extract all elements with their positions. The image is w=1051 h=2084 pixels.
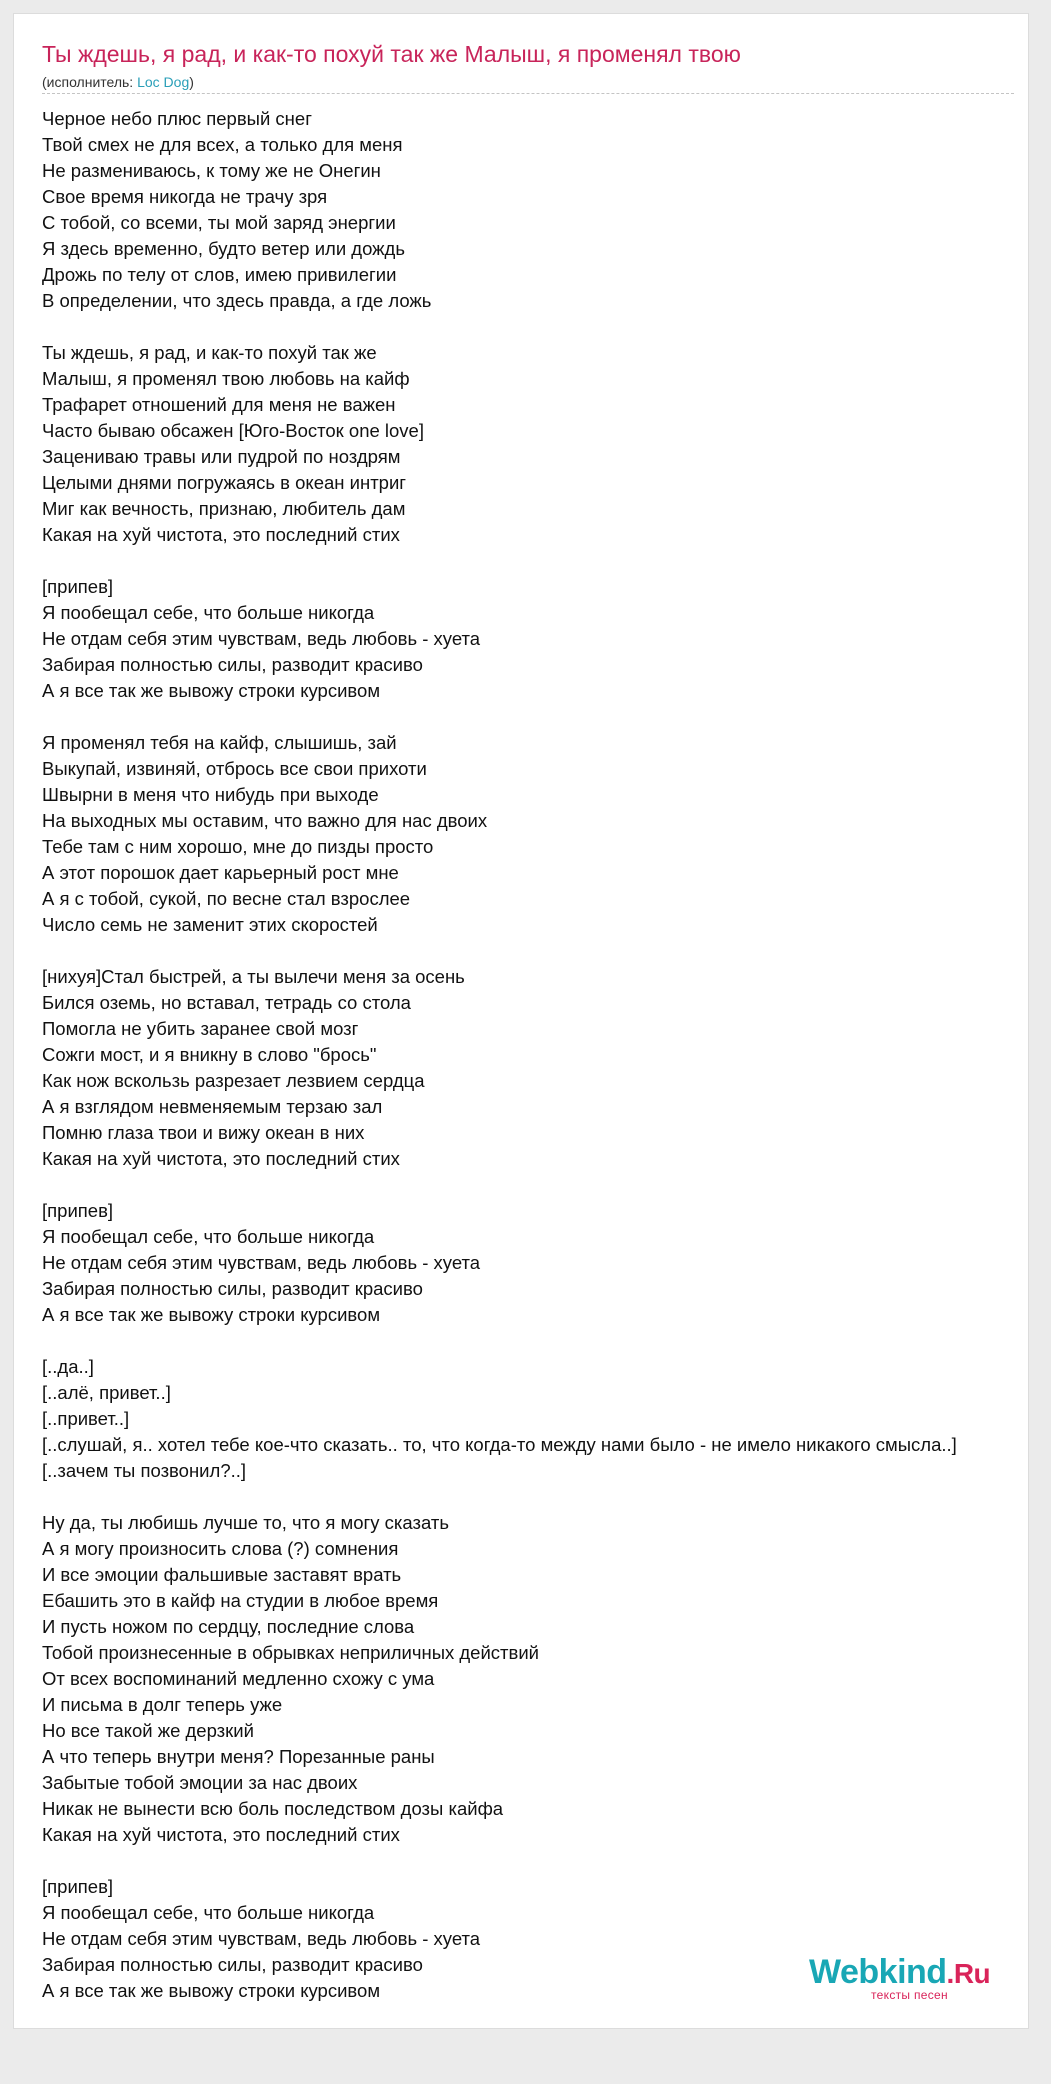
- lyric-line: Помогла не убить заранее свой мозг: [42, 1018, 359, 1039]
- lyric-line: Часто бываю обсажен [Юго-Восток one love]: [42, 420, 424, 441]
- lyric-line: Черное небо плюс первый снег: [42, 108, 312, 129]
- artist-link[interactable]: Loc Dog: [137, 74, 190, 90]
- lyric-line: Как нож вскользь разрезает лезвием сердца: [42, 1070, 425, 1091]
- lyric-line: Никак не вынести всю боль последством дозы кайфа: [42, 1798, 504, 1819]
- lyric-line: Дрожь по телу от слов, имею привилегии: [42, 264, 397, 285]
- lyric-line: Трафарет отношений для меня не важен: [42, 394, 396, 415]
- lyric-line: Я пообещал себе, что больше никогда: [42, 1902, 375, 1923]
- lyric-line: И письма в долг теперь уже: [42, 1694, 283, 1715]
- lyric-blank-line: [42, 1484, 1029, 1510]
- lyric-line: И пусть ножом по сердцу, последние слова: [42, 1616, 415, 1637]
- lyric-line: А этот порошок дает карьерный рост мне: [42, 862, 399, 883]
- logo-wordmark: [809, 1953, 990, 1993]
- lyric-line: А я могу произносить слова (?) сомнения: [42, 1538, 399, 1559]
- lyric-line: [припев]: [42, 1200, 114, 1221]
- lyric-blank-line: [42, 548, 1029, 574]
- lyric-line: Число семь не заменит этих скоростей: [42, 914, 378, 935]
- lyric-line: Твой смех не для всех, а только для меня: [42, 134, 403, 155]
- lyric-blank-line: [42, 1328, 1029, 1354]
- lyric-line: [припев]: [42, 1876, 114, 1897]
- lyric-line: [..да..]: [42, 1356, 94, 1377]
- lyric-line: Я променял тебя на кайф, слышишь, зай: [42, 732, 397, 753]
- lyric-line: Помню глаза твои и вижу океан в них: [42, 1122, 365, 1143]
- lyric-line: Ебашить это в кайф на студии в любое время: [42, 1590, 439, 1611]
- lyric-blank-line: [42, 1848, 1029, 1874]
- lyric-line: С тобой, со всеми, ты мой заряд энергии: [42, 212, 396, 233]
- lyrics-card: [13, 13, 1029, 2029]
- lyric-line: Не отдам себя этим чувствам, ведь любовь - хуета: [42, 1252, 481, 1273]
- lyric-line: Забирая полностью силы, разводит красиво: [42, 1954, 423, 1975]
- logo-tld: .Ru: [946, 1958, 991, 1989]
- lyric-line: Я здесь временно, будто ветер или дождь: [42, 238, 405, 259]
- lyric-line: Не размениваюсь, к тому же не Онегин: [42, 160, 381, 181]
- title-divider: [42, 93, 1014, 94]
- logo-word: Webkind: [809, 1953, 947, 1991]
- artist-line: [42, 74, 194, 90]
- lyric-line: Я пообещал себе, что больше никогда: [42, 602, 375, 623]
- artist-suffix: ): [189, 74, 194, 90]
- lyric-line: [припев]: [42, 576, 114, 597]
- lyric-line: Забытые тобой эмоции за нас двоих: [42, 1772, 358, 1793]
- lyric-line: Швырни в меня что нибудь при выходе: [42, 784, 379, 805]
- lyric-line: Зацениваю травы или пудрой по ноздрям: [42, 446, 401, 467]
- lyric-line: Какая на хуй чистота, это последний стих: [42, 1148, 400, 1169]
- page-title: Ты ждешь, я рад, и как-то похуй так же Малыш, я променял твою: [42, 41, 741, 67]
- lyric-line: Не отдам себя этим чувствам, ведь любовь - хуета: [42, 1928, 481, 1949]
- lyric-line: [..слушай, я.. хотел тебе кое-что сказать.. то, что когда-то между нами было - не имело никакого смысла..]: [42, 1434, 957, 1455]
- lyric-line: Малыш, я променял твою любовь на кайф: [42, 368, 410, 389]
- lyric-line: Я пообещал себе, что больше никогда: [42, 1226, 375, 1247]
- lyric-line: От всех воспоминаний медленно схожу с ума: [42, 1668, 435, 1689]
- lyric-line: Сожги мост, и я вникну в слово "брось": [42, 1044, 377, 1065]
- lyric-blank-line: [42, 314, 1029, 340]
- lyric-line: А я с тобой, сукой, по весне стал взрослее: [42, 888, 411, 909]
- lyric-line: [..зачем ты позвонил?..]: [42, 1460, 247, 1481]
- site-logo[interactable]: [809, 1953, 1001, 2001]
- lyric-line: Выкупай, извиняй, отбрось все свои прихоти: [42, 758, 427, 779]
- lyric-line: А я все так же вывожу строки курсивом: [42, 680, 381, 701]
- lyric-line: [..алё, привет..]: [42, 1382, 171, 1403]
- lyric-blank-line: [42, 1172, 1029, 1198]
- lyric-line: Тебе там с ним хорошо, мне до пизды просто: [42, 836, 434, 857]
- lyric-line: Забирая полностью силы, разводит красиво: [42, 1278, 423, 1299]
- lyric-line: Миг как вечность, признаю, любитель дам: [42, 498, 406, 519]
- lyric-blank-line: [42, 938, 1029, 964]
- lyrics-body: [42, 106, 1029, 2004]
- artist-prefix: (исполнитель:: [42, 74, 138, 90]
- lyric-line: В определении, что здесь правда, а где ложь: [42, 290, 432, 311]
- lyric-line: На выходных мы оставим, что важно для нас двоих: [42, 810, 488, 831]
- lyric-line: [нихуя]Стал быстрей, а ты вылечи меня за осень: [42, 966, 465, 987]
- lyric-line: Целыми днями погружаясь в океан интриг: [42, 472, 407, 493]
- lyric-line: Какая на хуй чистота, это последний стих: [42, 1824, 400, 1845]
- lyric-line: Свое время никогда не трачу зря: [42, 186, 328, 207]
- lyric-line: А я взглядом невменяемым терзаю зал: [42, 1096, 383, 1117]
- lyric-line: Тобой произнесенные в обрывках неприличных действий: [42, 1642, 540, 1663]
- lyric-line: [..привет..]: [42, 1408, 130, 1429]
- lyric-line: Какая на хуй чистота, это последний стих: [42, 524, 400, 545]
- lyric-line: Бился оземь, но вставал, тетрадь со стола: [42, 992, 411, 1013]
- lyric-line: Не отдам себя этим чувствам, ведь любовь - хуета: [42, 628, 481, 649]
- lyric-line: Ты ждешь, я рад, и как-то похуй так же: [42, 342, 377, 363]
- lyric-line: А что теперь внутри меня? Порезанные раны: [42, 1746, 435, 1767]
- lyric-line: Ну да, ты любишь лучше то, что я могу сказать: [42, 1512, 449, 1533]
- lyric-line: Но все такой же дерзкий: [42, 1720, 254, 1741]
- lyric-line: А я все так же вывожу строки курсивом: [42, 1304, 381, 1325]
- logo-tagline: тексты песен: [871, 1988, 948, 2002]
- lyric-line: И все эмоции фальшивые заставят врать: [42, 1564, 402, 1585]
- lyric-line: Забирая полностью силы, разводит красиво: [42, 654, 423, 675]
- lyric-line: А я все так же вывожу строки курсивом: [42, 1980, 381, 2001]
- lyric-blank-line: [42, 704, 1029, 730]
